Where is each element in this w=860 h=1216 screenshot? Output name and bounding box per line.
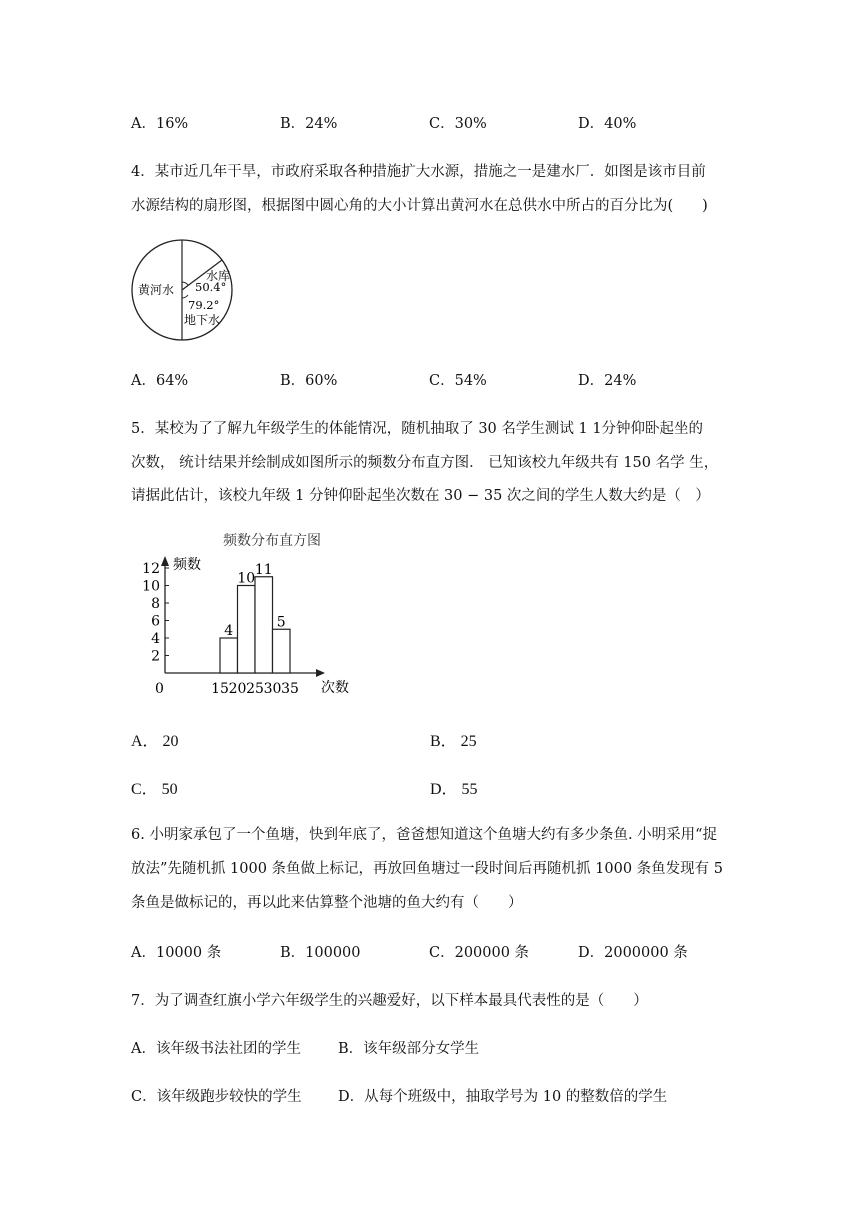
histogram-bar xyxy=(255,577,273,673)
q5-text-line-2: 次数， 统计结果并绘制成如图所示的频数分布直方图． 已知该校九年级共有 150 名学 生， xyxy=(131,455,719,471)
histogram-y-label: 频数 xyxy=(173,557,201,573)
histogram-bar xyxy=(220,638,238,673)
q4-option-a: A．64% xyxy=(131,373,189,389)
q3-option-c: C．30% xyxy=(429,116,487,132)
y-tick-label: 10 xyxy=(142,578,160,595)
y-axis-arrow xyxy=(161,556,169,566)
pie-angle-groundwater: 79.2° xyxy=(188,298,220,312)
x-tick-label: 35 xyxy=(281,681,299,697)
pie-label-groundwater: 地下水 xyxy=(184,313,221,327)
q6-text-line-1: 6. 小明家承包了一个鱼塘，快到年底了，爸爸想知道这个鱼塘大约有多少条鱼. 小明采用“捉 xyxy=(131,827,718,843)
q3-option-d: D．40% xyxy=(578,116,637,132)
histogram-bar xyxy=(273,629,291,673)
q6-option-a: A．10000 条 xyxy=(131,945,222,961)
x-tick-label: 20 xyxy=(228,681,247,697)
q6-option-d: D．2000000 条 xyxy=(578,945,688,961)
q7-option-c: C．该年级跑步较快的学生 xyxy=(131,1089,302,1105)
x-tick-label: 25 xyxy=(246,681,264,697)
q7-option-a: A．该年级书法社团的学生 xyxy=(131,1041,301,1057)
q5-option-b: B． 25 xyxy=(430,733,477,750)
q3-options xyxy=(131,112,727,133)
pie-angle-reservoir: 50.4° xyxy=(195,280,227,294)
bar-value-label: 4 xyxy=(224,623,234,639)
q5-option-a: A． 20 xyxy=(131,733,179,750)
q7-option-d: D．从每个班级中，抽取学号为 10 的整数倍的学生 xyxy=(338,1089,668,1105)
q5-option-c: C． 50 xyxy=(131,781,178,798)
q7-option-b: B．该年级部分女学生 xyxy=(338,1041,480,1057)
q7-text-line-1: 7．为了调查红旗小学六年级学生的兴趣爱好，以下样本最具代表性的是（ ） xyxy=(131,993,648,1009)
q6-option-b: B．100000 xyxy=(280,945,361,961)
q5-text-line-1: 5．某校为了了解九年级学生的体能情况，随机抽取了 30 名学生测试 1 1分钟仰卧起坐的 xyxy=(131,421,704,437)
bar-value-label: 11 xyxy=(254,561,273,578)
q4-options xyxy=(131,369,727,390)
x-tick-label: 15 xyxy=(211,681,229,697)
y-tick-label: 6 xyxy=(151,613,160,630)
q5-option-d: D． 55 xyxy=(430,781,478,798)
histogram-bar xyxy=(238,586,256,674)
q3-option-a: A．16% xyxy=(131,116,189,132)
q4-option-b: B．60% xyxy=(280,373,338,389)
q6-text-line-2: 放法”先随机抓 1000 条鱼做上标记，再放回鱼塘过一段时间后再随机抓 1000 条鱼发现有 5 xyxy=(131,861,723,877)
histogram-x-label: 次数 xyxy=(321,680,349,696)
q4-text-line-2: 水源结构的扇形图，根据图中圆心角的大小计算出黄河水在总供水中所占的百分比为( ) xyxy=(131,198,708,214)
q4-text-line-1: 4．某市近几年干旱，市政府采取各种措施扩大水源，措施之一是建水厂．如图是该市目前 xyxy=(131,164,706,180)
bar-value-label: 5 xyxy=(276,614,286,631)
x-tick-label: 30 xyxy=(263,681,282,697)
pie-label-reservoir: 水库 xyxy=(206,269,231,283)
q6-options xyxy=(131,941,727,962)
bar-value-label: 10 xyxy=(237,570,256,587)
pie-label-yellow-river: 黄河水 xyxy=(138,283,175,297)
origin-label: 0 xyxy=(155,681,164,697)
q6-option-c: C．200000 条 xyxy=(429,945,530,961)
pie-arc-reservoir xyxy=(182,282,188,285)
y-tick-label: 12 xyxy=(142,561,160,577)
q6-text-line-3: 条鱼是做标记的，再以此来估算整个池塘的鱼大约有（ ） xyxy=(131,895,523,911)
q3-option-b: B．24% xyxy=(280,116,338,132)
y-tick-label: 2 xyxy=(151,648,160,665)
q5-histogram xyxy=(140,525,380,705)
q5-text-line-3: 请据此估计，该校九年级 1 分钟仰卧起坐次数在 30 − 35 次之间的学生人数大约是（ ） xyxy=(131,488,710,504)
x-axis-arrow xyxy=(316,669,325,677)
y-tick-label: 8 xyxy=(151,596,160,612)
q4-option-d: D．24% xyxy=(578,373,637,389)
y-tick-label: 4 xyxy=(151,631,160,647)
histogram-title: 频数分布直方图 xyxy=(223,533,321,549)
q4-pie-chart xyxy=(128,236,248,346)
q4-option-c: C．54% xyxy=(429,373,487,389)
